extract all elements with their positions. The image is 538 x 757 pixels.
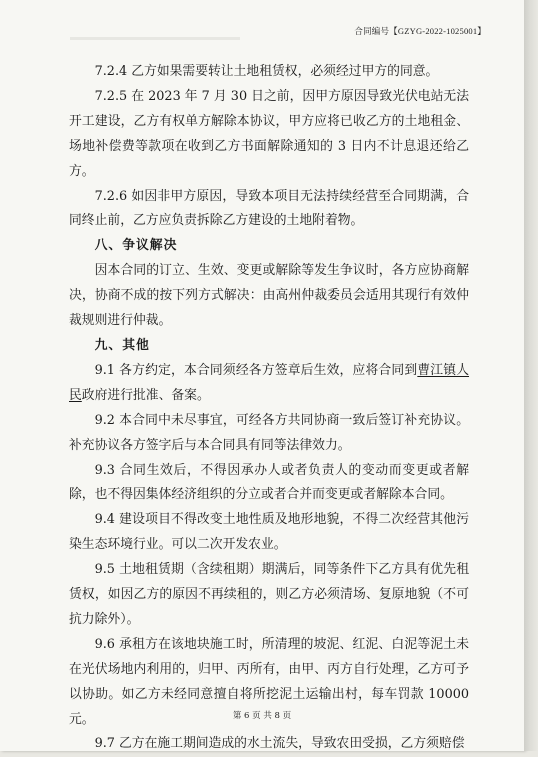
dispute-resolution-text: 因本合同的订立、生效、变更或解除等发生争议时，各方应协商解决，协商不成的按下列方式解决：由高州仲裁委员会适用其现行有效仲裁规则进行仲裁。 <box>69 263 469 329</box>
clause-7-2-5: 7.2.5 在 2023 年 7 月 30 日之前，因甲方原因导致光伏电站无法开工建设，乙方有权单方解除本协议，甲方应将已收乙方的土地租金、场地补偿费等款项在收到乙方书面解除通知的 3 日内不计息退还给乙方。 <box>69 88 469 179</box>
clause-7-2-6: 7.2.6 如因非甲方原因，导致本项目无法持续经营至合同期满，合同终止前，乙方应负责拆除乙方建设的土地附着物。 <box>69 188 469 229</box>
clause-9-5: 9.5 土地租赁期（含续租期）期满后，同等条件下乙方具有优先租赁权，如因乙方的原因不再续租的，则乙方必须清场、复原地貌（不可抗力除外）。 <box>69 562 469 627</box>
clause-9-1 <box>69 359 469 409</box>
section-heading-dispute: 八、争议解决 <box>94 238 178 254</box>
clause-9-2: 9.2 本合同中未尽事宜，可经各方共同协商一致后签订补充协议。补充协议各方签字后与本合同具有同等法律效力。 <box>69 412 469 453</box>
underlined-town-name: 曹江镇人民 <box>69 362 470 403</box>
clause-9-1-text-end: 政府进行批准、备案。 <box>81 387 210 403</box>
clause-9-1-text: 9.1 各方约定，本合同须经各方签章后生效，应将合同到 <box>94 362 418 378</box>
section-heading-other: 九、其他 <box>94 337 150 353</box>
clause-9-7: 9.7 乙方在施工期间造成的水土流失，导致农田受损，乙方须赔偿 <box>94 736 465 752</box>
contract-body <box>69 60 469 757</box>
clause-9-3: 9.3 合同生效后，不得因承办人或者负责人的变动而变更或者解除，也不得因集体经济组织的分立或者合并而变更或者解除本合同。 <box>69 462 469 503</box>
contract-number: 合同编号【GZYG-2022-1025001】 <box>354 26 486 36</box>
clause-9-6: 9.6 承租方在该地块施工时，所清理的坡泥、红泥、白泥等泥土未在光伏场地内利用的，归甲、丙所有，由甲、丙方自行处理，乙方可予以协助。如乙方未经同意擅自将所挖泥土运输出村，每车罚款 10000 元。 <box>69 636 469 727</box>
clause-7-2-4: 7.2.4 乙方如果需要转让土地租赁权，必须经过甲方的同意。 <box>94 64 439 79</box>
clause-9-4: 9.4 建设项目不得改变土地性质及地形地貌，不得二次经营其他污染生态环境行业。可以二次开发农业。 <box>69 512 469 553</box>
scan-edge-shadow <box>524 0 538 751</box>
bleed-through-mark <box>70 37 240 40</box>
page-number: 第 6 页 共 8 页 <box>232 711 292 721</box>
